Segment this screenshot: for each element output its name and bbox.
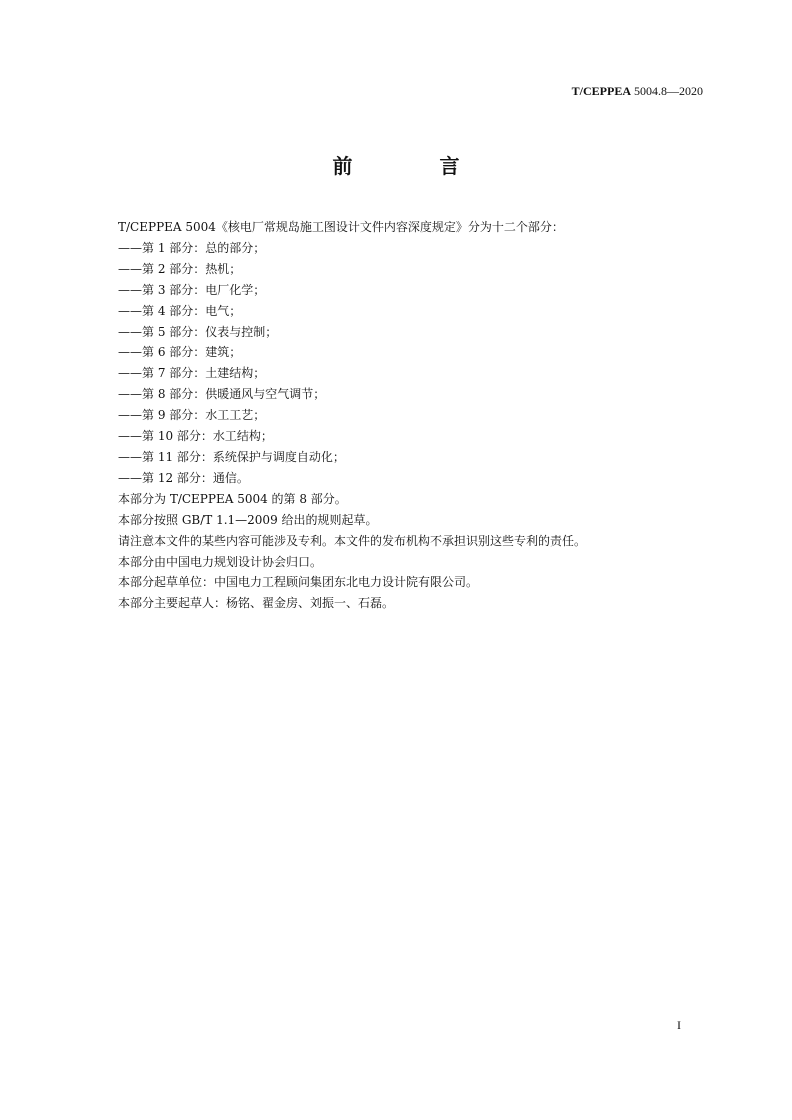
paragraph-line: 本部分主要起草人：杨铭、翟金房、刘振一、石磊。 [118, 596, 395, 611]
standard-code [572, 84, 703, 99]
part-list-item: ——第 4 部分：电气； [118, 303, 242, 318]
part-list-item: ——第 3 部分：电厂化学； [118, 282, 266, 297]
page-title: 前 言 [332, 154, 500, 178]
paragraph-line: 本部分由中国电力规划设计协会归口。 [118, 554, 323, 569]
part-list-item: ——第 7 部分：土建结构； [118, 366, 266, 381]
part-list-item: ——第 12 部分：通信。 [118, 470, 249, 485]
standard-code-prefix: T/CEPPEA [571, 84, 631, 98]
part-list-item: ——第 9 部分：水工工艺； [118, 408, 266, 423]
part-list-item: ——第 10 部分：水工结构； [118, 429, 273, 444]
standard-code-number: 5004.8—2020 [634, 84, 703, 98]
intro-line: T/CEPPEA 5004《核电厂常规岛施工图设计文件内容深度规定》分为十二个部分： [118, 220, 564, 234]
part-list-item: ——第 2 部分：热机； [118, 261, 242, 276]
part-list-item: ——第 1 部分：总的部分； [118, 240, 266, 255]
paragraph-line: 请注意本文件的某些内容可能涉及专利。本文件的发布机构不承担识别这些专利的责任。 [118, 533, 587, 548]
foreword-body [118, 217, 718, 614]
paragraph-line: 本部分按照 GB/T 1.1—2009 给出的规则起草。 [118, 512, 378, 527]
part-list-item: ——第 5 部分：仪表与控制； [118, 324, 278, 339]
part-list-item: ——第 11 部分：系统保护与调度自动化； [118, 449, 345, 464]
part-list-item: ——第 6 部分：建筑； [118, 345, 242, 360]
page-number: I [677, 1018, 681, 1032]
paragraph-line: 本部分为 T/CEPPEA 5004 的第 8 部分。 [118, 491, 347, 506]
part-list-item: ——第 8 部分：供暖通风与空气调节； [118, 387, 326, 402]
paragraph-line: 本部分起草单位：中国电力工程顾问集团东北电力设计院有限公司。 [118, 575, 479, 590]
